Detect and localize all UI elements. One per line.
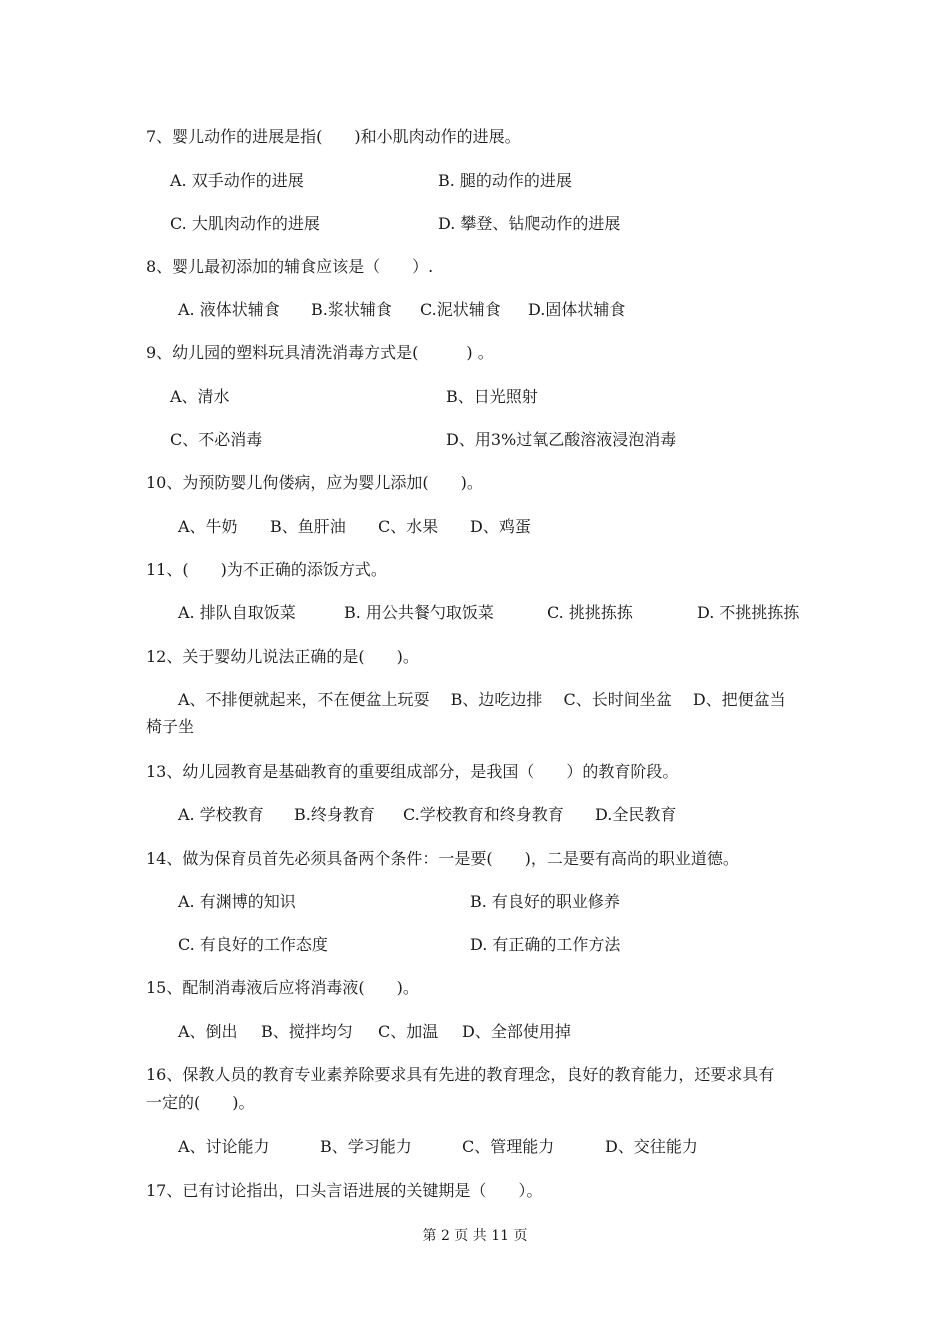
question-13-option-b: B.终身教育 (294, 805, 375, 824)
question-10-stem: 10、为预防婴儿佝偻病，应为婴儿添加( )。 (146, 473, 483, 492)
question-14-option-b: B. 有良好的职业修养 (470, 892, 620, 911)
question-7-stem: 7、婴儿动作的进展是指( )和小肌肉动作的进展。 (146, 127, 521, 146)
question-12-options-line: A、不排便就起来，不在便盆上玩耍 B、边吃边排 C、长时间坐盆 D、把便盆当 (178, 690, 786, 709)
question-11-stem: 11、( )为不正确的添饭方式。 (146, 560, 387, 579)
question-16-stem-line1: 16、保教人员的教育专业素养除要求具有先进的教育理念，良好的教育能力，还要求具有 (146, 1065, 775, 1084)
question-9-option-d: D、用3%过氧乙酸溶液浸泡消毒 (446, 430, 677, 449)
question-12-options-continuation: 椅子坐 (146, 717, 195, 736)
question-8-option-c: C.泥状辅食 (420, 300, 501, 319)
question-14-option-c: C. 有良好的工作态度 (178, 935, 328, 954)
question-13-option-c: C.学校教育和终身教育 (403, 805, 564, 824)
question-14-option-d: D. 有正确的工作方法 (470, 935, 621, 954)
question-8-option-a: A. 液体状辅食 (178, 300, 280, 319)
question-8-stem: 8、婴儿最初添加的辅食应该是（ ）. (146, 257, 434, 276)
question-11-option-b: B. 用公共餐勺取饭菜 (344, 603, 494, 622)
question-10-option-b: B、鱼肝油 (270, 517, 346, 536)
page-number-footer: 第 2 页 共 11 页 (422, 1228, 528, 1244)
question-10-option-a: A、牛奶 (178, 517, 238, 536)
question-11-option-c: C. 挑挑拣拣 (547, 603, 633, 622)
question-15-option-a: A、倒出 (178, 1022, 238, 1041)
question-9-stem: 9、幼儿园的塑料玩具清洗消毒方式是( ) 。 (146, 343, 494, 362)
question-10-option-c: C、水果 (378, 517, 439, 536)
question-8-option-d: D.固体状辅食 (528, 300, 626, 319)
question-7-option-b: B. 腿的动作的进展 (438, 171, 572, 190)
question-16-option-d: D、交往能力 (605, 1137, 698, 1156)
question-16-option-a: A、讨论能力 (178, 1137, 270, 1156)
question-13-option-a: A. 学校教育 (178, 805, 264, 824)
question-11-option-d: D. 不挑挑拣拣 (697, 603, 800, 622)
question-14-stem: 14、做为保育员首先必须具备两个条件：一是要( )，二是要有高尚的职业道德。 (146, 849, 739, 868)
question-15-option-b: B、搅拌均匀 (261, 1022, 353, 1041)
question-10-option-d: D、鸡蛋 (470, 517, 531, 536)
question-7-option-a: A. 双手动作的进展 (170, 171, 304, 190)
question-8-option-b: B.浆状辅食 (311, 300, 392, 319)
question-15-option-d: D、全部使用掉 (462, 1022, 571, 1041)
question-13-stem: 13、幼儿园教育是基础教育的重要组成部分，是我国（ ）的教育阶段。 (146, 762, 679, 781)
question-13-option-d: D.全民教育 (595, 805, 677, 824)
question-16-option-b: B、学习能力 (320, 1137, 412, 1156)
question-7-option-d: D. 攀登、钻爬动作的进展 (438, 214, 621, 233)
question-9-option-a: A、清水 (170, 387, 230, 406)
question-7-option-c: C. 大肌肉动作的进展 (170, 214, 320, 233)
question-15-option-c: C、加温 (378, 1022, 439, 1041)
question-11-option-a: A. 排队自取饭菜 (178, 603, 296, 622)
question-9-option-b: B、日光照射 (446, 387, 538, 406)
question-12-stem: 12、关于婴幼儿说法正确的是( )。 (146, 647, 419, 666)
question-15-stem: 15、配制消毒液后应将消毒液( )。 (146, 978, 419, 997)
question-14-option-a: A. 有渊博的知识 (178, 892, 296, 911)
question-16-stem-line2: 一定的( )。 (146, 1093, 255, 1112)
question-16-option-c: C、管理能力 (462, 1137, 555, 1156)
question-17-stem: 17、已有讨论指出，口头言语进展的关键期是（ ）。 (146, 1181, 543, 1200)
question-9-option-c: C、不必消毒 (170, 430, 263, 449)
